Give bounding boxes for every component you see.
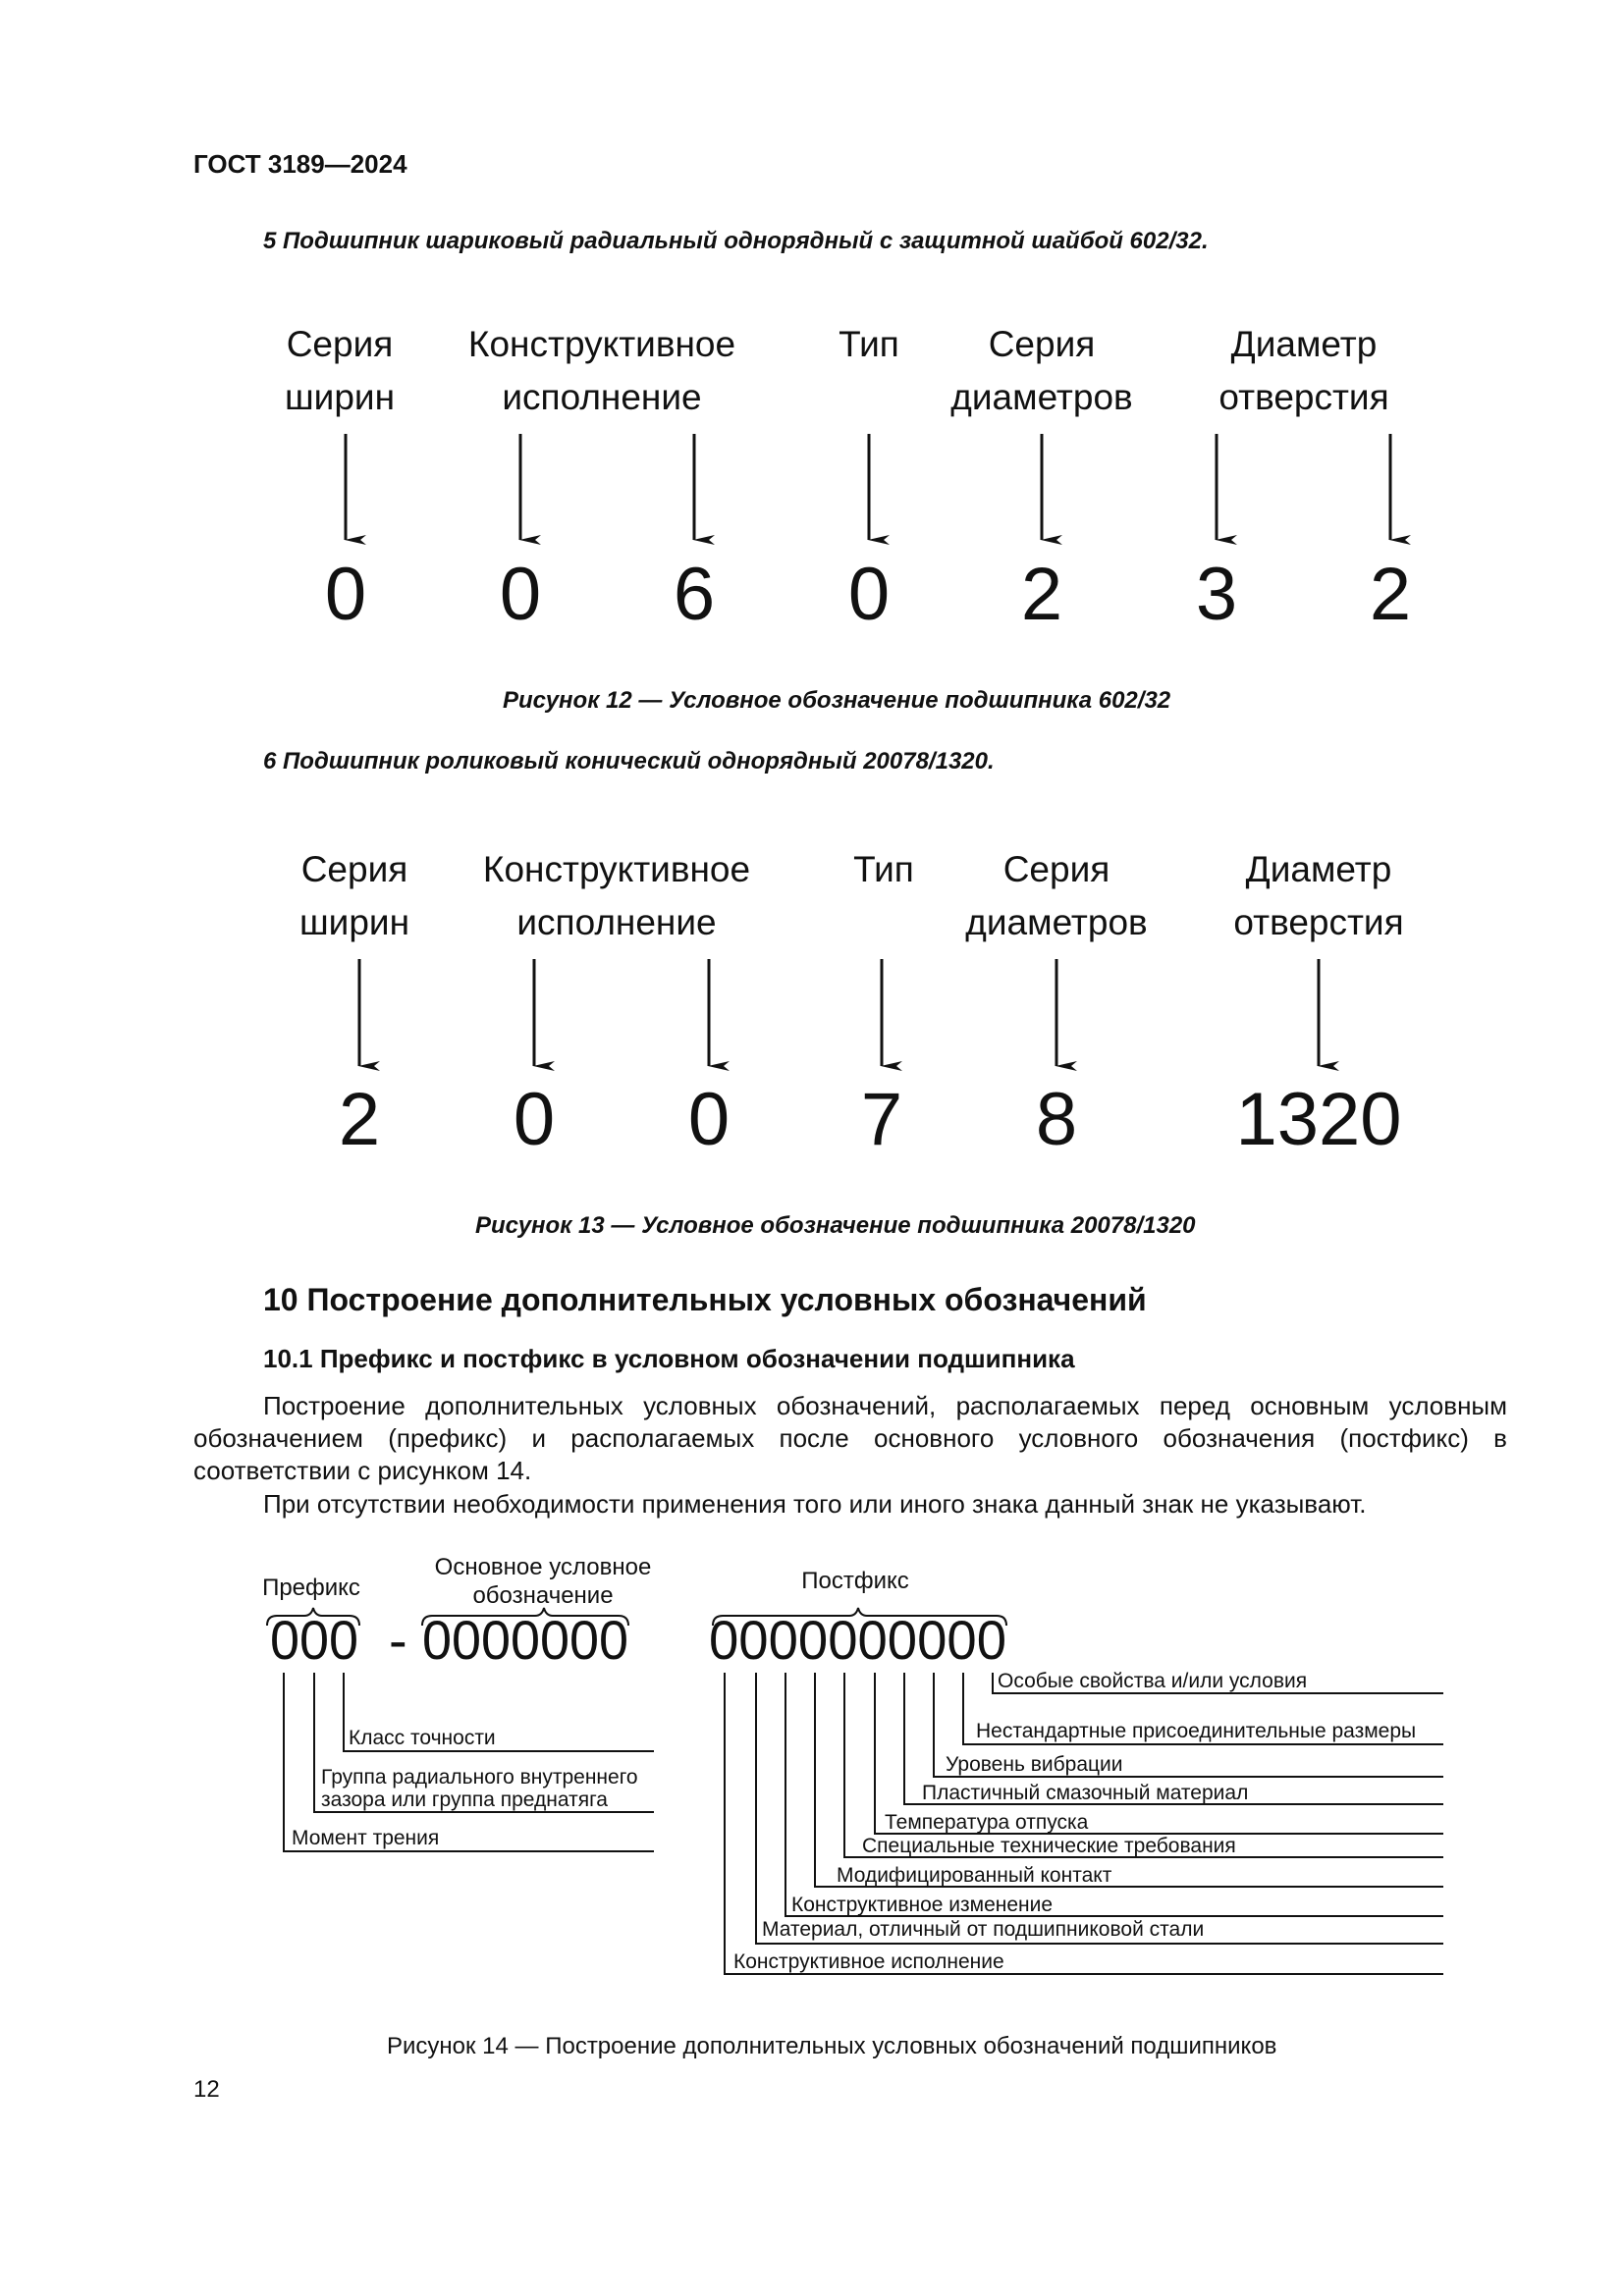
prefix-item: Класс точности xyxy=(349,1727,496,1749)
label-design: Конструктивное исполнение xyxy=(482,849,751,942)
prefix-code: 000 xyxy=(270,1609,358,1671)
figure-14-caption: Рисунок 14 — Построение дополнительных условных обозначений подшипников xyxy=(387,2033,1277,2059)
prefix-label: Префикс xyxy=(262,1575,360,1601)
postfix-item: Материал, отличный от подшипниковой стали xyxy=(762,1918,1205,1941)
digit: 3 xyxy=(1195,553,1238,636)
postfix-item: Особые свойства и/или условия xyxy=(998,1670,1308,1692)
postfix-item: Пластичный смазочный материал xyxy=(922,1782,1249,1804)
digit: 0 xyxy=(847,553,891,636)
postfix-label: Постфикс xyxy=(801,1568,909,1594)
label-series-diameter: Серия диаметров xyxy=(950,324,1133,417)
dash: - xyxy=(389,1609,407,1671)
digit: 0 xyxy=(513,1078,556,1161)
main-label-line2: обозначение xyxy=(472,1582,614,1609)
figure-13-caption: Рисунок 13 — Условное обозначение подшипника 20078/1320 xyxy=(475,1212,1196,1239)
figure-12-caption: Рисунок 12 — Условное обозначение подшипника 602/32 xyxy=(503,687,1171,714)
postfix-item: Специальные технические требования xyxy=(862,1835,1236,1857)
document-header: ГОСТ 3189—2024 xyxy=(193,149,407,179)
postfix-item: Конструктивное исполнение xyxy=(733,1950,1004,1973)
main-label-line1: Основное условное xyxy=(434,1554,652,1580)
section-10-title: 10 Построение дополнительных условных обозначений xyxy=(263,1282,1147,1317)
label-series-width: Серия ширин xyxy=(298,849,410,942)
example-6-intro: 6 Подшипник роликовый конический однорядный 20078/1320. xyxy=(263,748,995,774)
label-type: Тип xyxy=(853,849,914,889)
label-series-diameter: Серия диаметров xyxy=(965,849,1148,942)
postfix-item: Температура отпуска xyxy=(885,1811,1089,1834)
label-series-width: Серия ширин xyxy=(284,324,396,417)
page-number: 12 xyxy=(193,2076,220,2103)
example-5-intro: 5 Подшипник шариковый радиальный однорядный с защитной шайбой 602/32. xyxy=(263,228,1209,254)
paragraph: При отсутствии необходимости применения того или иного знака данный знак не указывают. xyxy=(263,1489,1367,1519)
digit: 2 xyxy=(1369,553,1412,636)
label-type: Тип xyxy=(839,324,899,364)
paragraph: Построение дополнительных условных обозначений, располагаемых перед основным условным обозначением (префикс) и располагаемых после основного условного обозначения (постфикс) в соответствии с рисунком 14. xyxy=(193,1391,1507,1485)
label-bore-diameter: Диаметр отверстия xyxy=(1233,849,1404,942)
label-design: Конструктивное исполнение xyxy=(467,324,736,417)
digit: 1320 xyxy=(1235,1078,1402,1161)
digit: 2 xyxy=(1020,553,1063,636)
postfix-item: Уровень вибрации xyxy=(946,1753,1123,1776)
digit: 6 xyxy=(673,553,716,636)
postfix-item: Модифицированный контакт xyxy=(837,1864,1112,1887)
digit: 2 xyxy=(338,1078,381,1161)
digit: 7 xyxy=(860,1078,903,1161)
digit: 8 xyxy=(1035,1078,1078,1161)
prefix-item: зазора или группа преднатяга xyxy=(321,1789,608,1811)
postfix-item: Нестандартные присоединительные размеры xyxy=(976,1720,1417,1742)
label-bore-diameter: Диаметр отверстия xyxy=(1218,324,1389,417)
postfix-code: 0000000000 xyxy=(709,1609,1006,1671)
section-10-1-title: 10.1 Префикс и постфикс в условном обозначении подшипника xyxy=(263,1344,1075,1373)
prefix-item: Момент трения xyxy=(292,1827,440,1849)
digit: 0 xyxy=(687,1078,731,1161)
prefix-item: Группа радиального внутреннего xyxy=(321,1766,638,1789)
digit: 0 xyxy=(499,553,542,636)
digit: 0 xyxy=(324,553,367,636)
postfix-item: Конструктивное изменение xyxy=(791,1894,1054,1916)
main-code: 0000000 xyxy=(422,1609,628,1671)
